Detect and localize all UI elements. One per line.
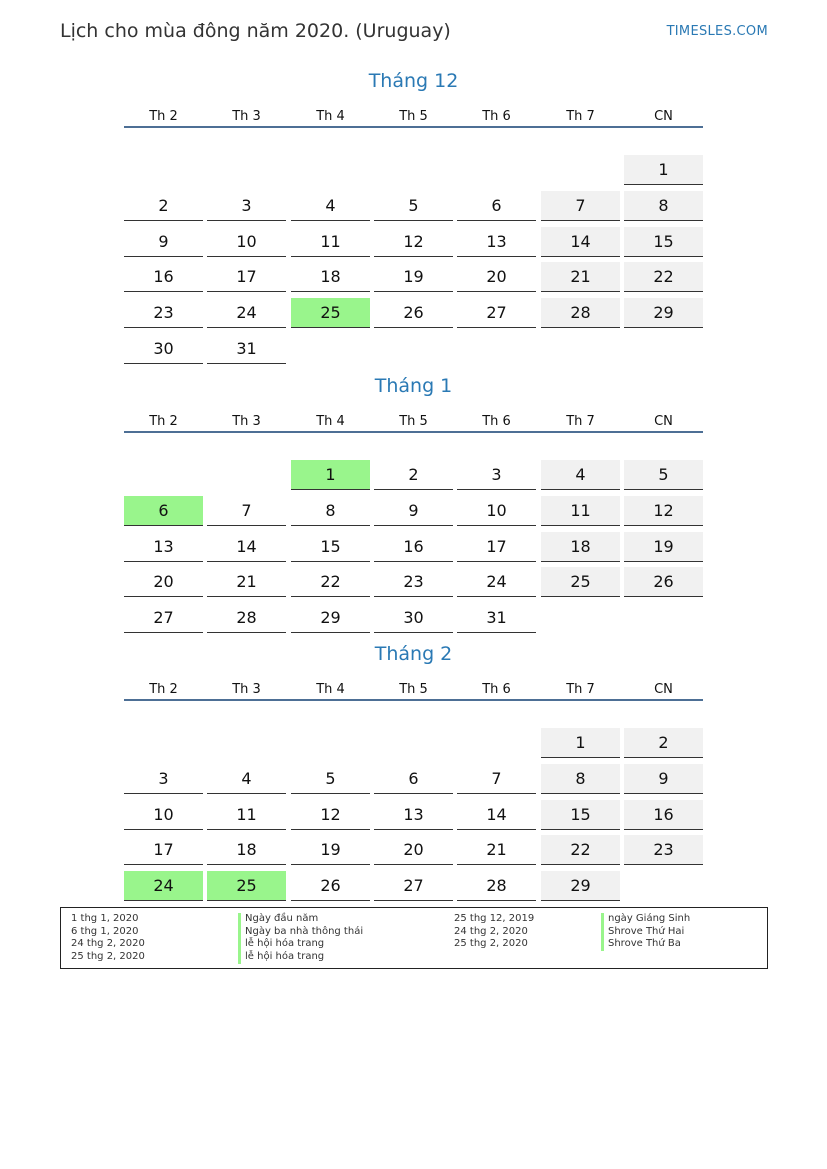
day-cell: 4 [207, 764, 286, 794]
day-cell: 14 [541, 227, 620, 257]
day-cell: 4 [541, 460, 620, 490]
weekday-label: Th 2 [149, 109, 178, 124]
day-cell: 1 [541, 728, 620, 758]
day-cell: 21 [207, 567, 286, 597]
day-cell: 17 [124, 835, 203, 865]
day-cell: 12 [291, 800, 370, 830]
day-cell: 9 [374, 496, 453, 526]
day-cell: 6 [457, 191, 536, 221]
weekday-label: Th 6 [482, 414, 511, 429]
header-divider [124, 126, 703, 128]
weekday-label: Th 4 [316, 109, 345, 124]
legend-dates-right [454, 913, 534, 951]
day-cell: 13 [374, 800, 453, 830]
day-cell: 22 [291, 567, 370, 597]
day-cell: 24 [457, 567, 536, 597]
holiday-day-cell: 24 [124, 871, 203, 901]
weekday-label: Th 5 [399, 109, 428, 124]
holiday-day-cell: 6 [124, 496, 203, 526]
weekday-label: CN [654, 682, 673, 697]
day-cell: 15 [624, 227, 703, 257]
day-cell: 27 [457, 298, 536, 328]
day-cell: 27 [124, 603, 203, 633]
weekday-label: CN [654, 414, 673, 429]
month-title: Tháng 2 [374, 643, 453, 665]
day-cell: 28 [457, 871, 536, 901]
day-cell: 10 [124, 800, 203, 830]
day-cell: 16 [624, 800, 703, 830]
weekday-label: Th 5 [399, 414, 428, 429]
day-cell: 21 [541, 262, 620, 292]
day-cell: 13 [457, 227, 536, 257]
day-cell: 11 [291, 227, 370, 257]
weekday-label: Th 3 [232, 109, 261, 124]
weekday-label: Th 6 [482, 682, 511, 697]
day-cell: 29 [541, 871, 620, 901]
day-cell: 20 [374, 835, 453, 865]
day-cell: 10 [457, 496, 536, 526]
day-cell: 9 [624, 764, 703, 794]
legend-holiday-name: ngày Giáng Sinh [601, 913, 690, 926]
holiday-day-cell: 25 [291, 298, 370, 328]
legend-date: 25 thg 2, 2020 [71, 951, 145, 963]
day-cell: 19 [374, 262, 453, 292]
day-cell: 8 [291, 496, 370, 526]
holiday-legend [60, 907, 768, 969]
holiday-day-cell: 1 [291, 460, 370, 490]
day-cell: 11 [541, 496, 620, 526]
day-cell: 13 [124, 532, 203, 562]
day-cell: 8 [541, 764, 620, 794]
day-cell: 15 [541, 800, 620, 830]
legend-holiday-name: Ngày đầu năm [238, 913, 363, 926]
weekday-label: Th 4 [316, 682, 345, 697]
day-cell: 26 [374, 298, 453, 328]
day-cell: 18 [207, 835, 286, 865]
legend-holiday-name: Shrove Thứ Ba [601, 938, 690, 951]
day-cell: 26 [624, 567, 703, 597]
day-cell: 3 [457, 460, 536, 490]
legend-date: 25 thg 2, 2020 [454, 938, 528, 950]
day-cell: 29 [624, 298, 703, 328]
legend-holiday-name: Shrove Thứ Hai [601, 926, 690, 939]
day-cell: 14 [457, 800, 536, 830]
day-cell: 9 [124, 227, 203, 257]
day-cell: 12 [374, 227, 453, 257]
day-cell: 2 [124, 191, 203, 221]
day-cell: 16 [374, 532, 453, 562]
day-cell: 2 [624, 728, 703, 758]
day-cell: 12 [624, 496, 703, 526]
day-cell: 14 [207, 532, 286, 562]
legend-names-right [601, 913, 690, 951]
legend-holiday-name: lễ hội hóa trang [238, 951, 363, 964]
legend-dates-left [71, 913, 145, 964]
day-cell: 20 [457, 262, 536, 292]
weekday-label: Th 7 [566, 414, 595, 429]
weekday-label: Th 4 [316, 414, 345, 429]
day-cell: 23 [374, 567, 453, 597]
day-cell: 23 [124, 298, 203, 328]
day-cell: 3 [207, 191, 286, 221]
day-cell: 22 [624, 262, 703, 292]
holiday-day-cell: 25 [207, 871, 286, 901]
day-cell: 11 [207, 800, 286, 830]
legend-date: 25 thg 12, 2019 [454, 913, 535, 924]
day-cell: 4 [291, 191, 370, 221]
legend-date: 24 thg 2, 2020 [454, 925, 528, 937]
day-cell: 7 [541, 191, 620, 221]
day-cell: 17 [207, 262, 286, 292]
legend-date: 24 thg 2, 2020 [71, 938, 145, 950]
weekday-label: Th 5 [399, 682, 428, 697]
day-cell: 1 [624, 155, 703, 185]
weekday-label: Th 7 [566, 109, 595, 124]
day-cell: 3 [124, 764, 203, 794]
day-cell: 18 [541, 532, 620, 562]
day-cell: 6 [374, 764, 453, 794]
weekday-label: Th 3 [232, 682, 261, 697]
day-cell: 7 [457, 764, 536, 794]
legend-names-left [238, 913, 363, 964]
weekday-label: Th 2 [149, 682, 178, 697]
weekday-label: Th 2 [149, 414, 178, 429]
day-cell: 15 [291, 532, 370, 562]
day-cell: 28 [207, 603, 286, 633]
day-cell: 26 [291, 871, 370, 901]
day-cell: 31 [457, 603, 536, 633]
legend-date: 6 thg 1, 2020 [71, 925, 139, 937]
day-cell: 23 [624, 835, 703, 865]
legend-holiday-name: Ngày ba nhà thông thái [238, 926, 363, 939]
day-cell: 29 [291, 603, 370, 633]
legend-date: 1 thg 1, 2020 [71, 913, 139, 924]
day-cell: 31 [207, 334, 286, 364]
day-cell: 21 [457, 835, 536, 865]
day-cell: 16 [124, 262, 203, 292]
day-cell: 18 [291, 262, 370, 292]
day-cell: 25 [541, 567, 620, 597]
header-divider [124, 699, 703, 701]
month-title: Tháng 1 [374, 375, 453, 397]
weekday-label: Th 6 [482, 109, 511, 124]
day-cell: 5 [624, 460, 703, 490]
legend-holiday-name: lễ hội hóa trang [238, 938, 363, 951]
day-cell: 30 [124, 334, 203, 364]
day-cell: 24 [207, 298, 286, 328]
day-cell: 5 [291, 764, 370, 794]
day-cell: 5 [374, 191, 453, 221]
weekday-label: Th 7 [566, 682, 595, 697]
day-cell: 10 [207, 227, 286, 257]
day-cell: 27 [374, 871, 453, 901]
page-title: Lịch cho mùa đông năm 2020. (Uruguay) [60, 20, 451, 42]
month-title: Tháng 12 [368, 70, 459, 92]
day-cell: 28 [541, 298, 620, 328]
day-cell: 8 [624, 191, 703, 221]
day-cell: 7 [207, 496, 286, 526]
day-cell: 17 [457, 532, 536, 562]
site-brand-link[interactable]: TIMESLES.COM [666, 24, 768, 39]
day-cell: 19 [624, 532, 703, 562]
header-divider [124, 431, 703, 433]
day-cell: 2 [374, 460, 453, 490]
weekday-label: CN [654, 109, 673, 124]
day-cell: 20 [124, 567, 203, 597]
day-cell: 19 [291, 835, 370, 865]
day-cell: 22 [541, 835, 620, 865]
weekday-label: Th 3 [232, 414, 261, 429]
day-cell: 30 [374, 603, 453, 633]
